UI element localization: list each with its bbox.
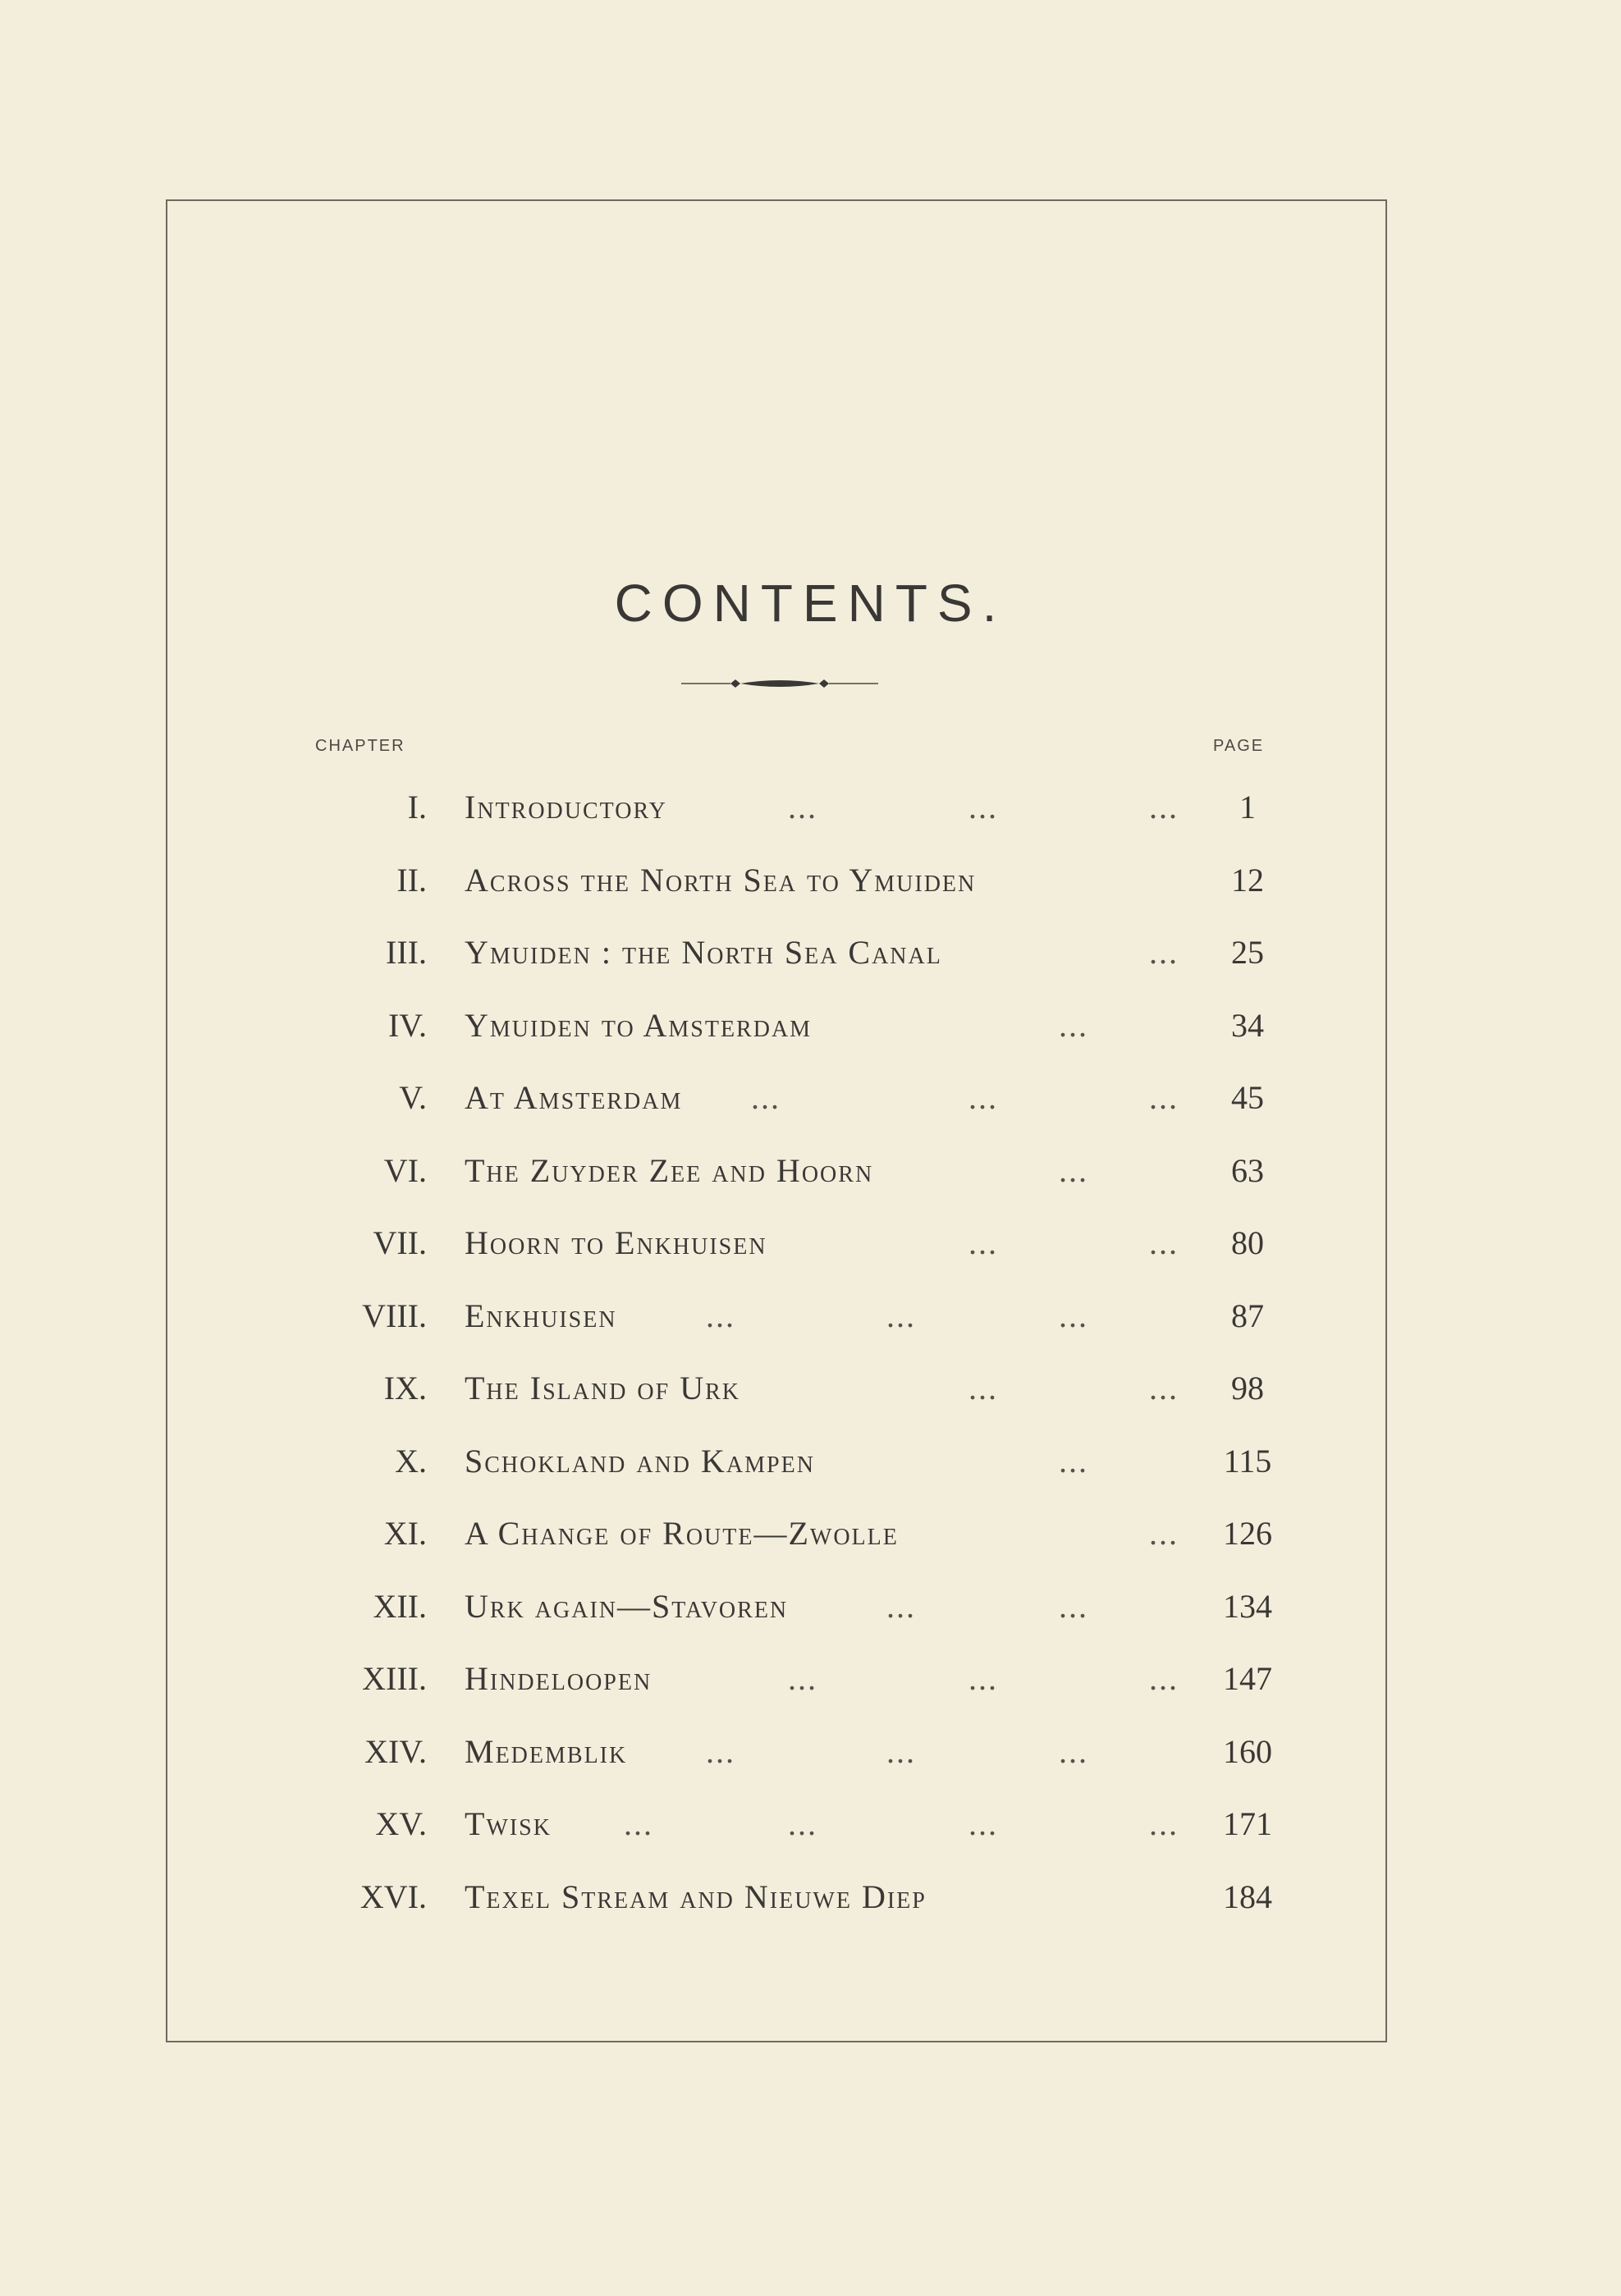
toc-row	[0, 1437, 1621, 1486]
page-number: 160	[1223, 1732, 1272, 1770]
toc-row	[0, 1582, 1621, 1631]
toc-row	[0, 1001, 1621, 1050]
dot-leader: ...	[788, 789, 817, 826]
page-number: 87	[1231, 1297, 1264, 1334]
chapter-title: Twisk	[465, 1805, 552, 1842]
dot-leader: ...	[788, 1660, 817, 1697]
toc-row	[0, 1800, 1621, 1849]
chapter-number: XV.	[375, 1805, 427, 1842]
page-number: 1	[1239, 789, 1256, 826]
dot-leader: ...	[1149, 1515, 1179, 1552]
dot-leader: ...	[706, 1732, 735, 1770]
chapter-title: Schokland and Kampen	[465, 1442, 815, 1480]
chapter-number: XII.	[373, 1587, 427, 1625]
toc-row	[0, 1219, 1621, 1268]
page-number: 63	[1231, 1151, 1264, 1189]
chapter-title: Across the North Sea to Ymuiden	[465, 861, 977, 899]
chapter-title: Ymuiden : the North Sea Canal	[465, 934, 942, 971]
dot-leader: ...	[886, 1732, 916, 1770]
dot-leader: ...	[1149, 1079, 1179, 1116]
chapter-column-header: CHAPTER	[315, 737, 405, 755]
dot-leader: ...	[968, 1660, 998, 1697]
dot-leader: ...	[624, 1805, 653, 1842]
chapter-title: The Zuyder Zee and Hoorn	[465, 1151, 874, 1189]
page-number: 134	[1223, 1587, 1272, 1625]
chapter-number: XVI.	[359, 1878, 427, 1915]
chapter-number: IV.	[387, 1006, 427, 1044]
dot-leader: ...	[968, 789, 998, 826]
page-number: 171	[1223, 1805, 1272, 1842]
dot-leader: ...	[968, 1370, 998, 1406]
dot-leader: ...	[1149, 789, 1179, 826]
dot-leader: ...	[788, 1805, 817, 1842]
page-number: 34	[1231, 1006, 1264, 1044]
page-number: 98	[1231, 1370, 1264, 1406]
dot-leader: ...	[1059, 1587, 1088, 1625]
chapter-number: II.	[396, 861, 427, 899]
chapter-number: V.	[399, 1079, 427, 1116]
dot-leader: ...	[886, 1587, 916, 1625]
chapter-number: IX.	[383, 1370, 427, 1406]
page-column-header: PAGE	[1213, 737, 1265, 755]
toc-row	[0, 1727, 1621, 1777]
dot-leader: ...	[1149, 1805, 1179, 1842]
toc-row	[0, 928, 1621, 977]
chapter-number: VII.	[373, 1224, 427, 1261]
chapter-title: At Amsterdam	[465, 1079, 683, 1116]
chapter-number: X.	[395, 1442, 427, 1480]
chapter-number: VIII.	[362, 1297, 427, 1334]
chapter-title: Hoorn to Enkhuisen	[465, 1224, 767, 1261]
toc-row	[0, 1146, 1621, 1196]
dot-leader: ...	[886, 1297, 916, 1334]
chapter-title: Texel Stream and Nieuwe Diep	[465, 1878, 927, 1915]
toc-row	[0, 783, 1621, 832]
chapter-title: Urk again—Stavoren	[465, 1587, 789, 1625]
dot-leader: ...	[706, 1297, 735, 1334]
dot-leader: ...	[1059, 1006, 1088, 1044]
chapter-number: I.	[407, 789, 427, 826]
dot-leader: ...	[968, 1224, 998, 1261]
chapter-number: XI.	[383, 1515, 427, 1552]
chapter-title: Hindeloopen	[465, 1660, 653, 1697]
dot-leader: ...	[751, 1079, 781, 1116]
chapter-title: The Island of Urk	[465, 1370, 740, 1406]
dot-leader: ...	[968, 1079, 998, 1116]
toc-row	[0, 1873, 1621, 1922]
toc-row	[0, 1292, 1621, 1341]
toc-row	[0, 1073, 1621, 1123]
dot-leader: ...	[1059, 1151, 1088, 1189]
chapter-title: Enkhuisen	[465, 1297, 617, 1334]
page-number: 25	[1231, 934, 1264, 971]
chapter-title: Ymuiden to Amsterdam	[465, 1006, 813, 1044]
dot-leader: ...	[1149, 1224, 1179, 1261]
toc-row	[0, 1654, 1621, 1704]
toc-row	[0, 1364, 1621, 1413]
chapter-number: III.	[386, 934, 427, 971]
chapter-title: A Change of Route—Zwolle	[465, 1515, 899, 1552]
dot-leader: ...	[1149, 1660, 1179, 1697]
chapter-title: Introductory	[465, 789, 667, 826]
chapter-number: XIV.	[364, 1732, 427, 1770]
dot-leader: ...	[1059, 1297, 1088, 1334]
toc-row	[0, 856, 1621, 905]
dot-leader: ...	[1059, 1442, 1088, 1480]
page-title: CONTENTS.	[614, 573, 1007, 633]
page-number: 147	[1223, 1660, 1272, 1697]
dot-leader: ...	[1149, 934, 1179, 971]
page-number: 115	[1223, 1442, 1272, 1480]
chapter-number: XIII.	[362, 1660, 427, 1697]
toc-row	[0, 1509, 1621, 1558]
page-number: 80	[1231, 1224, 1264, 1261]
chapter-title: Medemblik	[465, 1732, 628, 1770]
page-number: 184	[1223, 1878, 1272, 1915]
dot-leader: ...	[968, 1805, 998, 1842]
page-number: 12	[1231, 861, 1264, 899]
dot-leader: ...	[1149, 1370, 1179, 1406]
dot-leader: ...	[1059, 1732, 1088, 1770]
page-number: 126	[1223, 1515, 1272, 1552]
ornament-divider	[681, 671, 878, 696]
page-number: 45	[1231, 1079, 1264, 1116]
chapter-number: VI.	[383, 1151, 427, 1189]
